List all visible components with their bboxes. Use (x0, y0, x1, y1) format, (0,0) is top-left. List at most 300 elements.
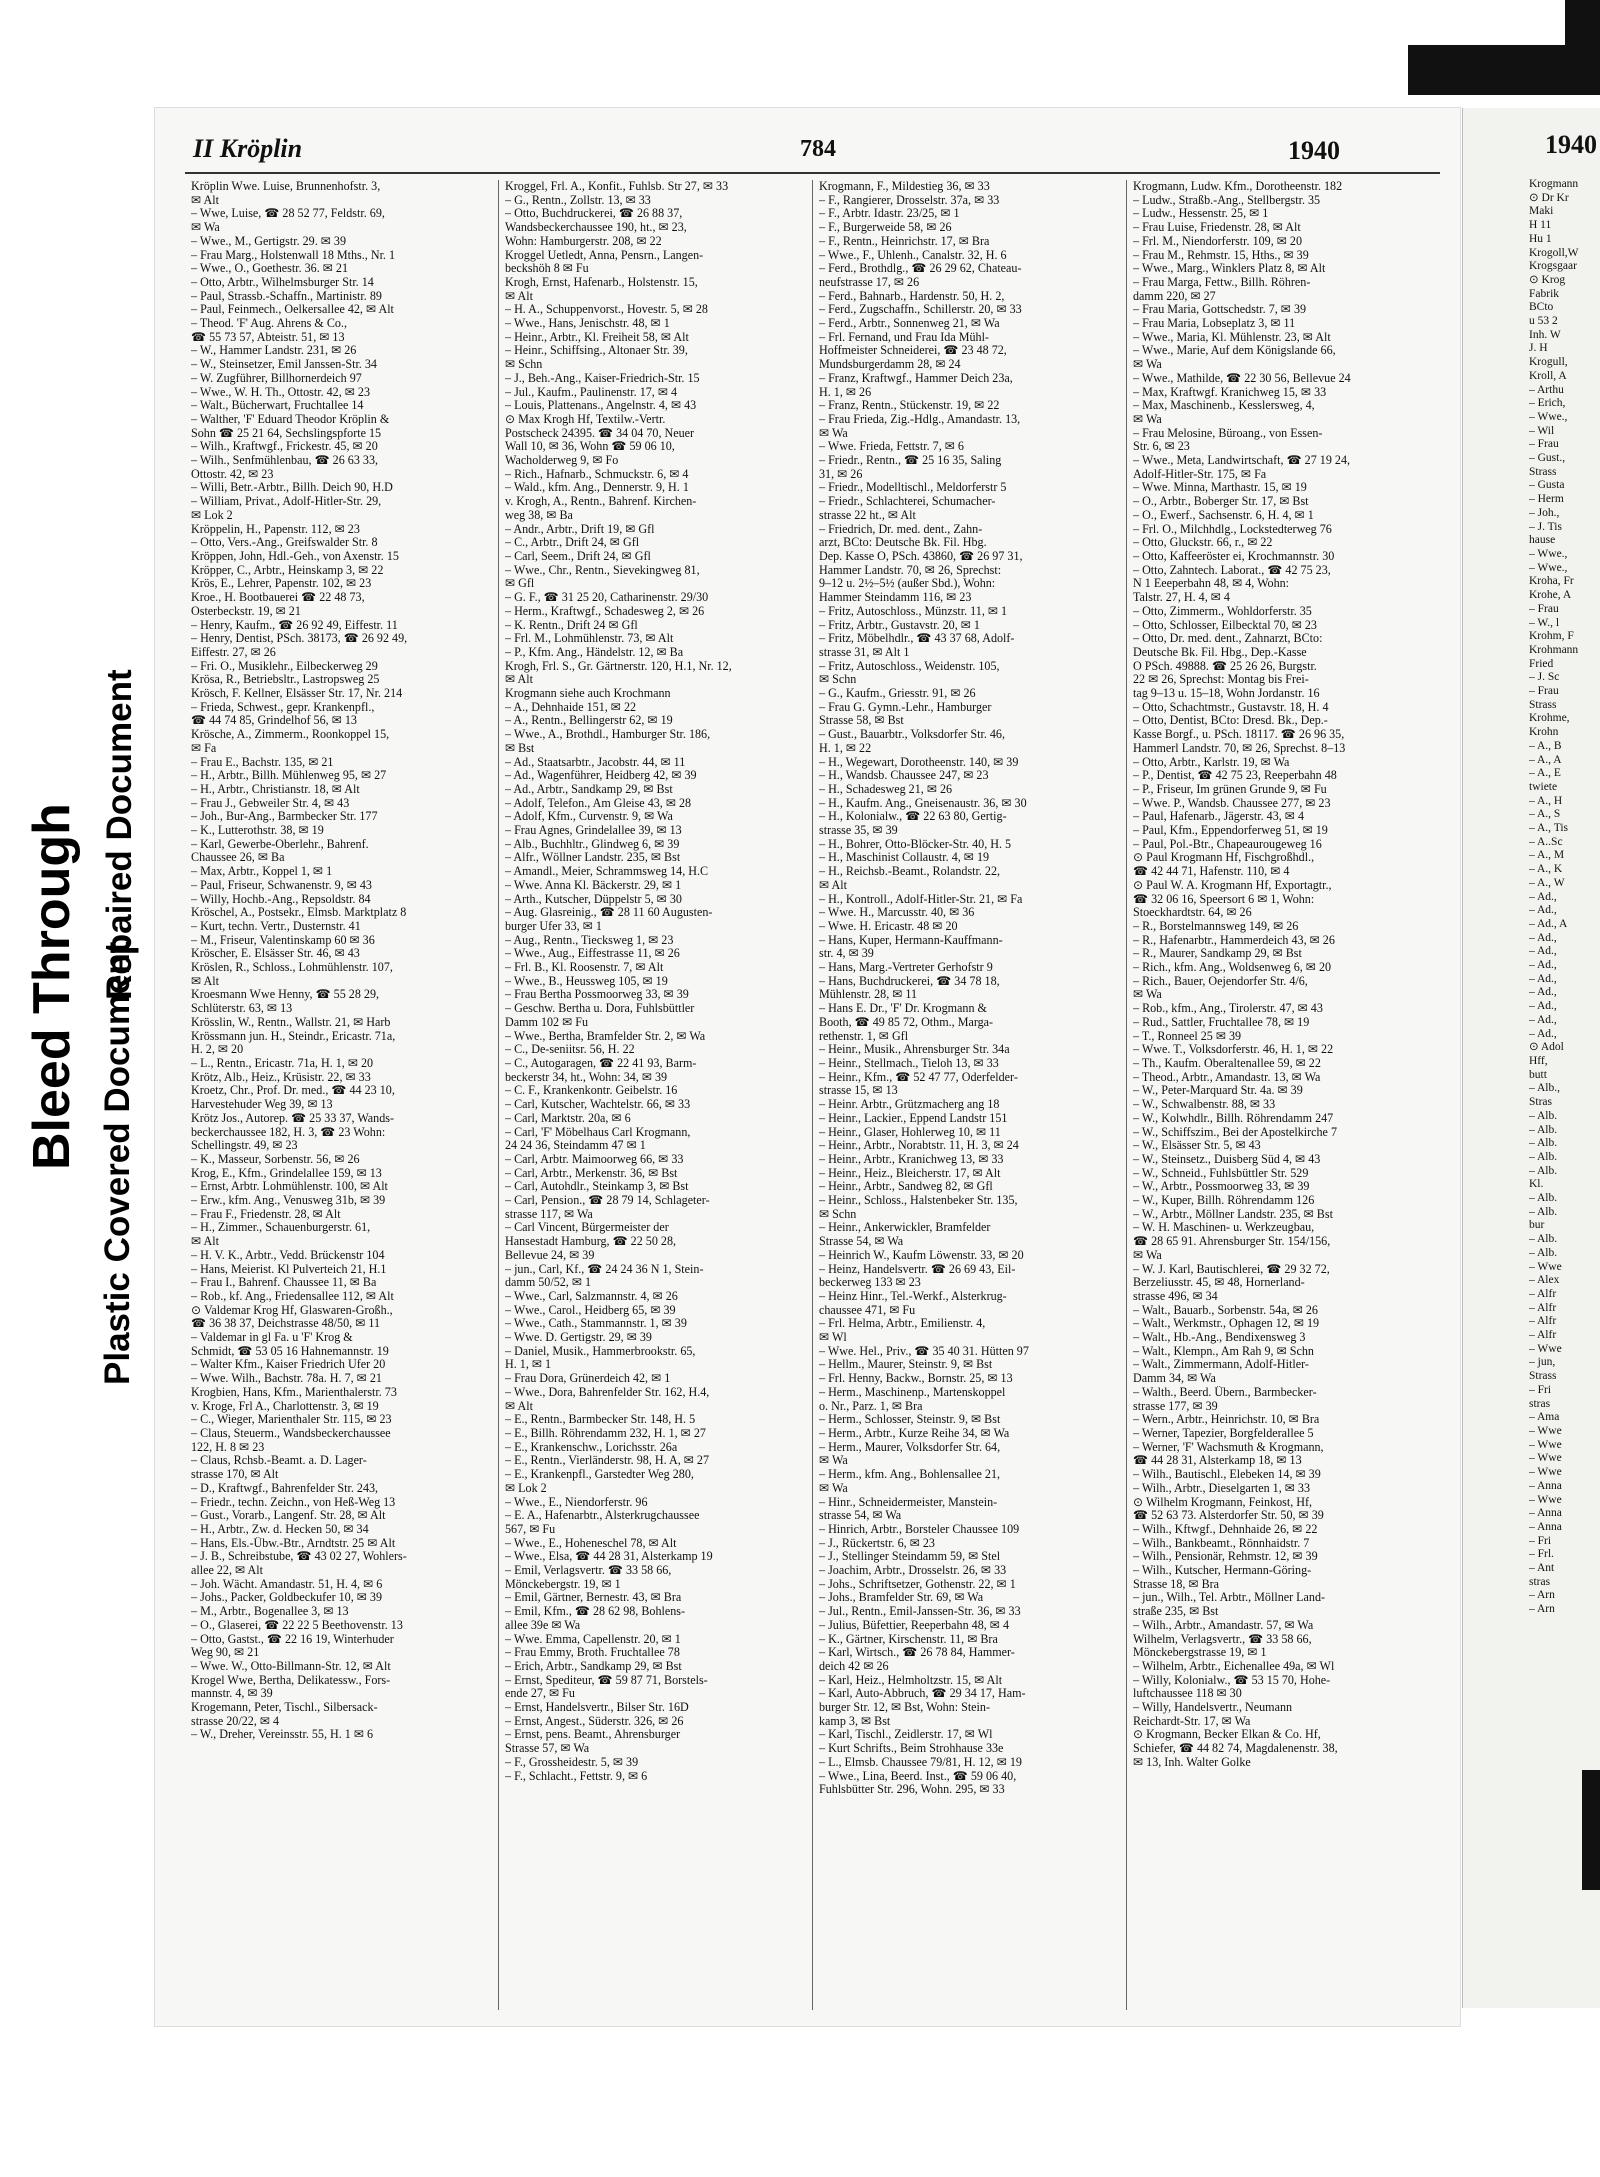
directory-entry: Krogmann, Ludw. Kfm., Dorotheenstr. 182 (1133, 180, 1343, 193)
directory-entry: – Wwe. T., Volksdorferstr. 46, H. 1, ✉ 22 (1133, 1043, 1334, 1057)
directory-entry: ✉ Bst (505, 741, 535, 755)
directory-entry: – Fritz, Arbtr., Gustavstr. 20, ✉ 1 (819, 618, 980, 632)
directory-entry: – Willy, Hochb.-Ang., Repsoldstr. 84 (191, 892, 371, 906)
directory-entry: Kroesmann Wwe Henny, ☎ 55 28 29, (191, 988, 380, 1002)
directory-entry: – Wwe., O., Goethestr. 36. ✉ 21 (191, 262, 349, 276)
directory-entry: ☎ 32 06 16, Speersort 6 ✉ 1, Wohn: (1133, 892, 1315, 906)
directory-entry: ☎ 55 73 57, Abteistr. 51, ✉ 13 (191, 330, 345, 344)
directory-page (155, 108, 1460, 2026)
directory-entry: ✉ Alt (505, 289, 533, 303)
directory-entry: – Hellm., Maurer, Steinstr. 9, ✉ Bst (819, 1358, 993, 1372)
directory-entry: – Wwe., Elsa, ☎ 44 28 31, Alsterkamp 19 (505, 1550, 713, 1564)
directory-entry: Krogmann siehe auch Krochmann (505, 687, 671, 701)
directory-entry: Bellevue 24, ✉ 39 (505, 1248, 595, 1262)
adjacent-entry: Kroll, A (1529, 369, 1567, 382)
directory-entry: – H., Kolonialw., ☎ 22 63 80, Gertig- (819, 810, 1007, 824)
directory-entry: – Wwe, Luise, ☎ 28 52 77, Feldstr. 69, (191, 207, 385, 221)
bleed-through-label: Bleed Through (23, 803, 81, 1170)
directory-entry: – W., Steinsetz., Duisberg Süd 4, ✉ 43 (1133, 1152, 1321, 1166)
directory-entry: Weg 90, ✉ 21 (191, 1646, 260, 1660)
directory-entry: ⊙ Wilhelm Krogmann, Feinkost, Hf, (1133, 1495, 1313, 1509)
adjacent-entry: – Frau (1529, 438, 1559, 451)
directory-entry: – Henry, Kaufm., ☎ 26 92 49, Eiffestr. 11 (191, 618, 398, 632)
directory-entry: Hansestadt Hamburg, ☎ 22 50 28, (505, 1235, 677, 1249)
directory-entry: Strasse 57, ✉ Wa (505, 1742, 590, 1756)
directory-entry: – Ferd., Bahnarb., Hardenstr. 50, H. 2, (819, 289, 1005, 303)
directory-entry: Schellingstr. 49, ✉ 23 (191, 1139, 298, 1153)
directory-entry: Schmidt, ☎ 53 05 16 Hahnemannstr. 19 (191, 1344, 389, 1358)
directory-entry: – R., Borstelmannsweg 149, ✉ 26 (1133, 919, 1299, 933)
directory-entry: – Ludw., Straßb.-Ang., Stellbergstr. 35 (1133, 193, 1321, 207)
directory-entry: ⊙ Max Krogh Hf, Textilw.-Vertr. (505, 412, 666, 426)
adjacent-entry: – Fri (1529, 1534, 1552, 1547)
adjacent-entry: – Alex (1529, 1274, 1560, 1287)
directory-entry: Booth, ☎ 49 85 72, Othm., Marga- (819, 1015, 994, 1029)
directory-entry: – Adolf, Kfm., Curvenstr. 9, ✉ Wa (505, 810, 673, 824)
directory-entry: – Ernst, pens. Beamt., Ahrensburger (505, 1728, 681, 1742)
directory-entry: Kröpper, C., Arbtr., Heinskamp 3, ✉ 22 (191, 563, 384, 577)
directory-entry: – C., De-seniitsr. 56, H. 22 (505, 1043, 635, 1057)
directory-entry: – O., Glaserei, ☎ 22 22 5 Beethovenstr. 13 (191, 1618, 403, 1632)
directory-entry: – Otto, Vers.-Ang., Greifswalder Str. 8 (191, 536, 378, 550)
adjacent-entry: – Herm (1529, 493, 1564, 506)
directory-entry: – Walter Kfm., Kaiser Friedrich Ufer 20 (191, 1358, 386, 1372)
black-tab-side (1582, 1770, 1600, 1890)
adjacent-entry: – Frau (1529, 685, 1559, 698)
directory-entry: strasse 170, ✉ Alt (191, 1468, 279, 1482)
directory-entry: – E., Krankenpfl., Garstedter Weg 280, (505, 1468, 694, 1482)
directory-entry: – Andr., Arbtr., Drift 19, ✉ Gfl (505, 522, 655, 536)
directory-columns (185, 180, 1440, 2010)
directory-entry: Krösche, A., Zimmerm., Roonkoppel 15, (191, 728, 390, 742)
adjacent-entry: – Alb., (1529, 1082, 1560, 1095)
adjacent-entry: – Wwe (1529, 1424, 1562, 1437)
directory-entry: ✉ Alt (505, 1399, 533, 1413)
directory-entry: straße 235, ✉ Bst (1133, 1605, 1219, 1619)
directory-entry: ☎ 44 74 85, Grindelhof 56, ✉ 13 (191, 714, 357, 728)
directory-entry: – H., Wandsb. Chaussee 247, ✉ 23 (819, 769, 989, 783)
directory-entry: – Heinr., Glaser, Hohlerweg 10, ✉ 11 (819, 1125, 1001, 1139)
adjacent-entry: ⊙ Krog (1529, 273, 1566, 286)
directory-entry: H. 2, ✉ 20 (191, 1043, 244, 1057)
directory-entry: – Alb., Buchhltr., Glindweg 6, ✉ 39 (505, 837, 680, 851)
directory-entry: Stoeckhardtstr. 64, ✉ 26 (1133, 906, 1252, 920)
directory-entry: – Gust., Vorarb., Langenf. Str. 28, ✉ Alt (191, 1509, 386, 1523)
directory-entry: strasse 177, ✉ 39 (1133, 1399, 1218, 1413)
directory-entry: – F., Burgerweide 58, ✉ 26 (819, 221, 952, 235)
directory-entry: – Ad., Wagenführer, Heidberg 42, ✉ 39 (505, 769, 697, 783)
directory-entry: – J., Rückertstr. 6, ✉ 23 (819, 1536, 935, 1550)
directory-entry: – Frau Frieda, Zig.-Hdlg., Amandastr. 13, (819, 412, 1021, 426)
directory-entry: – Walth., Beerd. Übern., Barmbecker- (1133, 1385, 1317, 1399)
directory-entry: – Frau Agnes, Grindelallee 39, ✉ 13 (505, 824, 682, 838)
directory-entry: – Claus, Steuerm., Wandsbeckerchaussee (191, 1426, 391, 1440)
directory-entry: – H., Reichsb.-Beamt., Rolandstr. 22, (819, 865, 1001, 879)
directory-entry: – Herm., Maschinenp., Martenskoppel (819, 1385, 1006, 1399)
directory-entry: – W., Peter-Marquard Str. 4a. ✉ 39 (1133, 1084, 1303, 1098)
directory-entry: – Frau F., Friedenstr. 28, ✉ Alt (191, 1207, 341, 1221)
directory-entry: – Claus, Rchsb.-Beamt. a. D. Lager- (191, 1454, 367, 1468)
directory-entry: – Wwe. Hel., Priv., ☎ 35 40 31. Hütten 97 (819, 1344, 1029, 1358)
directory-entry: Krötz, Alb., Heiz., Krüsistr. 22, ✉ 33 (191, 1070, 371, 1084)
directory-entry: – Wwe. Anna Kl. Bäckerstr. 29, ✉ 1 (505, 878, 682, 892)
black-tab-band (1408, 45, 1600, 95)
column-4 (1127, 180, 1440, 2010)
directory-entry: – Wilh., Bankbeamt., Rönnhaidstr. 7 (1133, 1536, 1310, 1550)
directory-entry: strasse 15, ✉ 13 (819, 1084, 898, 1098)
directory-entry: – Werner, Tapezier, Borgfelderallee 5 (1133, 1426, 1314, 1440)
directory-entry: Postscheck 24395. ☎ 34 04 70, Neuer (505, 426, 695, 440)
directory-entry: – J. B., Schreibstube, ☎ 43 02 27, Wohlers- (191, 1550, 407, 1564)
directory-entry: ⊙ Valdemar Krog Hf, Glaswaren-Großh., (191, 1303, 393, 1317)
directory-entry: – W., Kolwhdlr., Billh. Röhrendamm 247 (1133, 1111, 1334, 1125)
column-2 (499, 180, 813, 2010)
directory-entry: – G., Kaufm., Griesstr. 91, ✉ 26 (819, 687, 976, 701)
directory-entry: – Frieda, Schwest., gepr. Krankenpfl., (191, 700, 375, 714)
directory-entry: – Wwe., B., Heussweg 105, ✉ 19 (505, 974, 668, 988)
directory-entry: Krogh, Frl. S., Gr. Gärtnerstr. 120, H.1, Nr. 12, (505, 659, 732, 673)
adjacent-entry: Maki (1529, 205, 1554, 218)
adjacent-entry: – Alb. (1529, 1123, 1558, 1136)
adjacent-entry: – Alb. (1529, 1192, 1558, 1205)
directory-entry: – Ernst, Spediteur, ☎ 59 87 71, Borstels- (505, 1673, 708, 1687)
directory-entry: – Theod., Arbtr., Amandastr. 13, ✉ Wa (1133, 1070, 1321, 1084)
adjacent-entry: – Alb. (1529, 1205, 1558, 1218)
directory-entry: – Karl, Auto-Abbruch, ☎ 29 34 17, Ham- (819, 1687, 1026, 1701)
directory-entry: ☎ 28 65 91. Ahrensburger Str. 154/156, (1133, 1235, 1331, 1249)
directory-entry: ✉ Wa (1133, 1248, 1162, 1262)
directory-entry: – Otto, Dentist, BCto: Dresd. Bk., Dep.- (1133, 714, 1328, 728)
directory-entry: – Friedrich, Dr. med. dent., Zahn- (819, 522, 983, 536)
directory-entry: – Herm., Arbtr., Kurze Reihe 34, ✉ Wa (819, 1426, 1010, 1440)
directory-entry: chaussee 471, ✉ Fu (819, 1303, 916, 1317)
adjacent-entry: Krohe, A (1529, 589, 1572, 602)
adjacent-entry: – A., M (1529, 849, 1565, 862)
directory-entry: – Otto, Kaffeeröster ei, Krochmannstr. 30 (1133, 549, 1335, 563)
directory-entry: – Heinrich W., Kaufm Löwenstr. 33, ✉ 20 (819, 1248, 1024, 1262)
directory-entry: Krösch, F. Kellner, Elsässer Str. 17, Nr. 214 (191, 687, 403, 701)
directory-entry: – F., Arbtr. Idastr. 23/25, ✉ 1 (819, 207, 960, 221)
directory-entry: – Carl, Kutscher, Wachtelstr. 66, ✉ 33 (505, 1098, 691, 1112)
adjacent-entry: J. H (1529, 342, 1548, 355)
adjacent-entry: Kroha, Fr (1529, 575, 1574, 588)
directory-entry: Wandsbeckerchaussee 190, ht., ✉ 23, (505, 221, 687, 235)
directory-entry: – Paul, Strassb.-Schaffn., Martinistr. 89 (191, 289, 382, 303)
directory-entry: – Frau Dora, Grünerdeich 42, ✉ 1 (505, 1372, 671, 1386)
directory-entry: ⊙ Krogmann, Becker Elkan & Co. Hf, (1133, 1728, 1321, 1742)
adjacent-entry: stras (1529, 1575, 1551, 1588)
directory-entry: – Walt., Werkmstr., Ophagen 12, ✉ 19 (1133, 1317, 1320, 1331)
directory-entry: – Ernst, Handelsvertr., Bilser Str. 16D (505, 1701, 689, 1715)
directory-entry: – Frau Maria, Lobseplatz 3, ✉ 11 (1133, 317, 1296, 331)
directory-entry: 24 24 36, Steindamm 47 ✉ 1 (505, 1139, 646, 1153)
directory-entry: – Fritz, Autoschloss., Weidenstr. 105, (819, 659, 1000, 673)
directory-entry: v. Kroge, Frl A., Charlottenstr. 3, ✉ 19 (191, 1399, 379, 1413)
directory-entry: – W., Steinsetzer, Emil Janssen-Str. 34 (191, 358, 377, 372)
adjacent-entry: – Wwe (1529, 1452, 1562, 1465)
directory-entry: – R., Maurer, Sandkamp 29, ✉ Bst (1133, 947, 1302, 961)
directory-entry: – W., Hammer Landstr. 231, ✉ 26 (191, 344, 357, 358)
directory-entry: O PSch. 49888. ☎ 25 26 26, Burgstr. (1133, 659, 1317, 673)
directory-entry: ✉ Wa (1133, 412, 1162, 426)
directory-entry: – Wwe., Lina, Beerd. Inst., ☎ 59 06 40, (819, 1769, 1017, 1783)
directory-entry: – G., Rentn., Zollstr. 13, ✉ 33 (505, 193, 651, 207)
directory-entry: Kroggel, Frl. A., Konfit., Fuhlsb. Str 27, ✉ 33 (505, 180, 729, 193)
directory-entry: – C., Autogaragen, ☎ 22 41 93, Barm- (505, 1057, 697, 1070)
directory-entry: – Max, Arbtr., Koppel 1, ✉ 1 (191, 865, 333, 879)
directory-entry: – Carl, Arbtr. Maimoorweg 66, ✉ 33 (505, 1152, 684, 1166)
directory-entry: – Arth., Kutscher, Düppelstr 5, ✉ 30 (505, 892, 682, 906)
directory-entry: Talstr. 27, H. 4, ✉ 4 (1133, 591, 1230, 605)
directory-entry: Hoffmeister Schneiderei, ☎ 23 48 72, (819, 344, 1007, 358)
directory-entry: Strasse 18, ✉ Bra (1133, 1577, 1220, 1591)
directory-entry: Wilhelm, Verlagsvertr., ☎ 33 58 66, (1133, 1632, 1312, 1646)
directory-entry: Hammer Steindamm 116, ✉ 23 (819, 591, 972, 605)
directory-entry: – Paul, Feinmech., Oelkersallee 42, ✉ Alt (191, 303, 394, 317)
adjacent-entry: – Anna (1529, 1520, 1562, 1533)
directory-entry: – L., Rentn., Ericastr. 71a, H. 1, ✉ 20 (191, 1057, 374, 1070)
directory-entry: – Otto, Zimmerm., Wohldorferstr. 35 (1133, 604, 1312, 618)
directory-entry: – Frau M., Rehmstr. 15, Hths., ✉ 39 (1133, 248, 1309, 262)
directory-entry: burger Str. 12, ✉ Bst, Wohn: Stein- (819, 1701, 990, 1715)
directory-entry: – Herm., kfm. Ang., Bohlensallee 21, (819, 1468, 1001, 1482)
directory-entry: – Wwe., A., Brothdl., Hamburger Str. 186, (505, 728, 711, 742)
adjacent-entry: – Frl. (1529, 1548, 1554, 1561)
directory-entry: – R., Hafenarbtr., Hammerdeich 43, ✉ 26 (1133, 933, 1335, 947)
directory-entry: – Wilh., Pensionär, Rehmstr. 12, ✉ 39 (1133, 1550, 1318, 1564)
adjacent-entry: – A., A (1529, 753, 1562, 766)
directory-entry: – Paul, Friseur, Schwanenstr. 9, ✉ 43 (191, 878, 372, 892)
directory-entry: Krogel Wwe, Bertha, Delikatessw., Fors- (191, 1673, 391, 1687)
directory-entry: – E., Rentn., Barmbecker Str. 148, H. 5 (505, 1413, 696, 1427)
directory-entry: – P., Friseur, Im grünen Grunde 9, ✉ Fu (1133, 782, 1327, 796)
directory-entry: – Hans, Buchdruckerei, ☎ 34 78 18, (819, 974, 1000, 988)
adjacent-entry: – Ad., (1529, 972, 1557, 985)
directory-entry: – Wwe. Wilh., Bachstr. 78a. H. 7, ✉ 21 (191, 1372, 382, 1386)
directory-entry: – Wwe. W., Otto-Billmann-Str. 12, ✉ Alt (191, 1659, 391, 1673)
directory-entry: – Otto, Gluckstr. 66, r., ✉ 22 (1133, 536, 1273, 550)
directory-entry: – Frau Bertha Possmoorweg 33, ✉ 39 (505, 988, 689, 1002)
directory-entry: Krösa, R., Betriebsltr., Lastropsweg 25 (191, 673, 380, 687)
directory-entry: Schiefer, ☎ 44 82 74, Magdalenenstr. 38, (1133, 1742, 1338, 1756)
adjacent-entry: hause (1529, 534, 1556, 547)
directory-entry: ✉ Alt (191, 1235, 219, 1249)
directory-entry: Kröslen, R., Schloss., Lohmühlenstr. 107, (191, 961, 393, 975)
directory-entry: 9–12 u. 2½–5½ (außer Sbd.), Wohn: (819, 577, 996, 591)
directory-entry: ✉ Alt (191, 974, 219, 988)
directory-entry: – W. H. Maschinen- u. Werkzeugbau, (1133, 1221, 1315, 1235)
directory-entry: – Heinr., Arbtr., Kl. Freiheit 58, ✉ Alt (505, 330, 689, 344)
adjacent-entry: – A., S (1529, 808, 1561, 821)
adjacent-entry: Krohme, (1529, 712, 1570, 725)
directory-entry: – Willi, Betr.-Arbtr., Billh. Deich 90, H.D (191, 481, 393, 495)
adjacent-entry: – Anna (1529, 1479, 1562, 1492)
directory-entry: neufstrasse 17, ✉ 26 (819, 275, 920, 289)
directory-entry: Kroetz, Chr., Prof. Dr. med., ☎ 44 23 10, (191, 1084, 395, 1098)
directory-entry: – Heinr., Arbtr., Kranichweg 13, ✉ 33 (819, 1152, 1004, 1166)
directory-entry: 22 ✉ 26, Sprechst: Montag bis Frei- (1133, 673, 1309, 687)
repaired-document-label: Repaired Document (100, 669, 139, 1000)
directory-entry: – Th., Kaufm. Oberaltenallee 59, ✉ 22 (1133, 1057, 1321, 1070)
directory-entry: weg 38, ✉ Ba (505, 508, 573, 522)
directory-entry: – Karl, Gewerbe-Oberlehr., Bahrenf. (191, 837, 369, 851)
directory-entry: – Otto, Schlosser, Eilbecktal 70, ✉ 23 (1133, 618, 1317, 632)
directory-entry: – Gust., Bauarbtr., Volksdorfer Str. 46, (819, 728, 1005, 742)
directory-entry: – Theod. 'F' Aug. Ahrens & Co., (191, 317, 347, 331)
directory-entry: Krös, E., Lehrer, Papenstr. 102, ✉ 23 (191, 577, 372, 591)
directory-entry: – Paul, Kfm., Eppendorferweg 51, ✉ 19 (1133, 824, 1328, 838)
directory-entry: – C. F., Krankenkontr. Geibelstr. 16 (505, 1084, 678, 1098)
directory-entry: – W., Schwalbenstr. 88, ✉ 33 (1133, 1098, 1276, 1112)
directory-entry: beckerchaussee 182, H. 3, ☎ 23 Wohn: (191, 1125, 386, 1139)
adjacent-entry: – A., Tis (1529, 822, 1569, 835)
adjacent-entry: – Wwe (1529, 1438, 1562, 1451)
directory-entry: – Johs., Schriftsetzer, Gothenstr. 22, ✉ 1 (819, 1577, 1016, 1591)
directory-entry: Damm 102 ✉ Fu (505, 1015, 589, 1029)
adjacent-entry: – Anna (1529, 1507, 1562, 1520)
adjacent-entries (1529, 178, 1600, 1617)
adjacent-entry: – W., l (1529, 616, 1560, 629)
directory-entry: – Johs., Packer, Goldbeckufer 10, ✉ 39 (191, 1591, 383, 1605)
directory-entry: ✉ Wa (819, 1481, 848, 1495)
adjacent-entry: – Wwe (1529, 1260, 1562, 1273)
directory-entry: – Walt., Klempn., Am Rah 9, ✉ Schn (1133, 1344, 1314, 1358)
directory-entry: – Wwe., Cath., Stammannstr. 1, ✉ 39 (505, 1317, 687, 1331)
adjacent-entry: Krogull, (1529, 356, 1568, 369)
directory-entry: Kröppen, John, Hdl.-Geh., von Axenstr. 15 (191, 549, 399, 563)
directory-entry: – Heinr., Ankerwickler, Bramfelder (819, 1221, 991, 1235)
directory-entry: – Rud., Sattler, Fruchtallee 78, ✉ 19 (1133, 1015, 1310, 1029)
directory-entry: – H., Zimmer., Schauenburgerstr. 61, (191, 1221, 371, 1235)
directory-entry: strasse 31, ✉ Alt 1 (819, 645, 910, 659)
directory-entry: – Walt., Bauarb., Sorbenstr. 54a, ✉ 26 (1133, 1303, 1318, 1317)
adjacent-entry: Krohn (1529, 726, 1559, 739)
directory-entry: allee 22, ✉ Alt (191, 1564, 263, 1578)
adjacent-entry: – Ama (1529, 1411, 1560, 1424)
directory-entry: – Wwe., Aug., Eiffestrasse 11, ✉ 26 (505, 947, 680, 961)
directory-entry: Kröplin Wwe. Luise, Brunnenhofstr. 3, (191, 180, 381, 193)
directory-entry: – Heinr., Arbtr., Norabtstr. 11, H. 3, ✉ 24 (819, 1139, 1019, 1153)
directory-entry: ✉ Alt (191, 193, 219, 207)
directory-entry: – Johs., Bramfelder Str. 69, ✉ Wa (819, 1591, 984, 1605)
directory-entry: – Wwe. D. Gertigstr. 29, ✉ 39 (505, 1331, 652, 1345)
directory-entry: ✉ Wl (819, 1331, 847, 1345)
directory-entry: – Friedr., Rentn., ☎ 25 16 35, Saling (819, 454, 1002, 468)
directory-entry: – Heinz, Handelsvertr. ☎ 26 69 43, Eil- (819, 1262, 1016, 1276)
directory-entry: mannstr. 4, ✉ 39 (191, 1687, 273, 1701)
directory-entry: – Rich., Bauer, Oejendorfer Str. 4/6, (1133, 974, 1308, 988)
adjacent-entry: – Ad., (1529, 890, 1557, 903)
directory-entry: – Otto, Buchdruckerei, ☎ 26 88 37, (505, 207, 683, 221)
directory-entry: – K., Lutterothstr. 38, ✉ 19 (191, 824, 324, 838)
directory-entry: – Carl, 'F' Möbelhaus Carl Krogmann, (505, 1125, 691, 1139)
column-1 (185, 180, 499, 2010)
adjacent-entry: Krohmann (1529, 643, 1579, 656)
directory-entry: – Jul., Kaufm., Paulinenstr. 17, ✉ 4 (505, 385, 678, 399)
adjacent-entry: – Gusta (1529, 479, 1565, 492)
directory-entry: – F., Rangierer, Drosselstr. 37a, ✉ 33 (819, 193, 1000, 207)
directory-entry: – Fritz, Autoschloss., Münzstr. 11, ✉ 1 (819, 604, 1008, 618)
directory-entry: – Wwe., M., Gertigstr. 29. ✉ 39 (191, 234, 347, 248)
directory-entry: – Ad., Arbtr., Sandkamp 29, ✉ Bst (505, 782, 673, 796)
directory-entry: Kroe., H. Bootbauerei ☎ 22 48 73, (191, 591, 365, 605)
directory-entry: – Willy, Kolonialw., ☎ 53 15 70, Hohe- (1133, 1673, 1331, 1687)
directory-entry: – Frau E., Bachstr. 135, ✉ 21 (191, 755, 334, 769)
directory-entry: ✉ Wa (819, 1454, 848, 1468)
directory-entry: strasse 22 ht., ✉ Alt (819, 508, 916, 522)
directory-entry: – Wwe., Marie, Auf dem Königslande 66, (1133, 344, 1336, 358)
directory-entry: Mundsburgerdamm 28, ✉ 24 (819, 358, 961, 372)
adjacent-entry: Hu 1 (1529, 232, 1552, 245)
directory-entry: – Rob., kfm., Ang., Tirolerstr. 47, ✉ 43 (1133, 1002, 1323, 1016)
directory-entry: beckerstr 34, ht., Wohn: 34, ✉ 39 (505, 1070, 668, 1084)
directory-entry: v. Krogh, A., Rentn., Bahrenf. Kirchen- (505, 495, 697, 509)
directory-entry: – Heinr., Heiz., Bleicherstr. 17, ✉ Alt (819, 1166, 1001, 1180)
directory-entry: ✉ Schn (819, 1207, 857, 1221)
directory-entry: Hammer Landstr. 70, ✉ 26, Sprechst: (819, 563, 1002, 577)
directory-entry: – Hinr., Schneidermeister, Manstein- (819, 1495, 998, 1509)
directory-entry: – K., Masseur, Sorbenstr. 56, ✉ 26 (191, 1152, 360, 1166)
directory-entry: – Friedr., Modelltischl., Meldorferstr 5 (819, 481, 1007, 495)
directory-entry: Deutsche Bk. Fil. Hbg., Dep.-Kasse (1133, 645, 1307, 659)
directory-entry: – Hans, Marg.-Vertreter Gerhofstr 9 (819, 961, 993, 975)
directory-entry: – H., Kontroll., Adolf-Hitler-Str. 21, ✉ Fa (819, 892, 1023, 906)
adjacent-entry: – Ad., (1529, 904, 1557, 917)
adjacent-entry: Strass (1529, 1370, 1557, 1383)
directory-entry: – Wilh., Arbtr., Dieselgarten 1, ✉ 33 (1133, 1481, 1311, 1495)
directory-entry: – E., Krankenschw., Lorichsstr. 26a (505, 1440, 678, 1454)
directory-entry: allee 39e ✉ Wa (505, 1618, 581, 1632)
directory-entry: Wall 10, ✉ 36, Wohn ☎ 59 06 10, (505, 440, 675, 454)
adjacent-entry: – Ad., (1529, 1000, 1557, 1013)
directory-entry: – Frau Emmy, Broth. Fruchtallee 78 (505, 1646, 680, 1660)
directory-entry: – Joh. Wächt. Amandastr. 51, H. 4, ✉ 6 (191, 1577, 383, 1591)
directory-entry: Krösslin, W., Rentn., Wallstr. 21, ✉ Harb (191, 1015, 391, 1029)
directory-entry: H. 1, ✉ 26 (819, 385, 872, 399)
adjacent-entry: – Alb. (1529, 1150, 1558, 1163)
directory-entry: – Rich., kfm. Ang., Woldsenweg 6, ✉ 20 (1133, 961, 1332, 975)
directory-entry: – Frau Melosine, Büroang., von Essen- (1133, 426, 1323, 440)
adjacent-entry: – Arthu (1529, 383, 1564, 396)
directory-entry: – Emil, Verlagsvertr. ☎ 33 58 66, (505, 1564, 672, 1578)
adjacent-entry: H 11 (1529, 219, 1552, 232)
directory-entry: strasse 496, ✉ 34 (1133, 1289, 1218, 1303)
adjacent-entry: – Wwe (1529, 1342, 1562, 1355)
directory-entry: Krötz Jos., Autorep. ☎ 25 33 37, Wands- (191, 1111, 394, 1125)
adjacent-entry: Kl. (1529, 1178, 1544, 1191)
adjacent-entry: Hff, (1529, 1055, 1548, 1067)
directory-entry: – W., Dreher, Vereinsstr. 55, H. 1 ✉ 6 (191, 1728, 374, 1742)
directory-entry: Ottostr. 42, ✉ 23 (191, 467, 274, 481)
directory-entry: rethenstr. 1, ✉ Gfl (819, 1029, 909, 1043)
header-rule (185, 172, 1440, 174)
adjacent-entry: ⊙ Adol (1529, 1041, 1564, 1054)
directory-entry: Sohn ☎ 25 21 64, Sechslingspforte 15 (191, 426, 382, 440)
directory-entry: – Paul, Pol.-Btr., Chapeaurougeweg 16 (1133, 837, 1322, 851)
directory-entry: – Max, Kraftwgf. Kranichweg 15, ✉ 33 (1133, 385, 1327, 399)
directory-entry: – Wilh., Senfmühlenbau, ☎ 26 63 33, (191, 454, 379, 468)
directory-entry: – Wwe., Carl, Salzmannstr. 4, ✉ 26 (505, 1289, 678, 1303)
directory-entry: – Amandl., Meier, Schrammsweg 14, H.C (505, 865, 709, 879)
directory-entry: Krogbien, Hans, Kfm., Marienthalerstr. 73 (191, 1385, 397, 1399)
directory-entry: ✉ Wa (1133, 358, 1162, 372)
adjacent-entry: – Gust., (1529, 452, 1566, 465)
directory-entry: – Franz, Rentn., Stückenstr. 19, ✉ 22 (819, 399, 1000, 413)
directory-entry: – P., Kfm. Ang., Händelstr. 12, ✉ Ba (505, 645, 684, 659)
adjacent-entry: – jun, (1529, 1356, 1556, 1369)
adjacent-entry: butt (1529, 1068, 1547, 1081)
directory-entry: beckshöh 8 ✉ Fu (505, 262, 589, 276)
